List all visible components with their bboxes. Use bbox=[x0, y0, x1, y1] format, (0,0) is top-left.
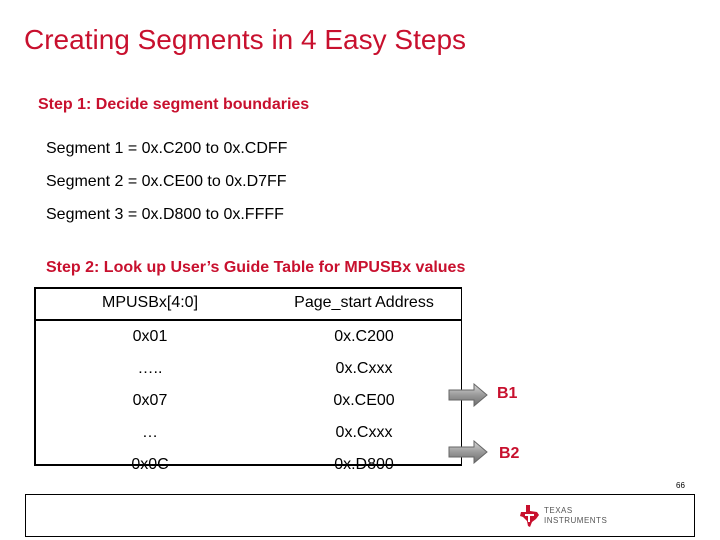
logo-line1: TEXAS bbox=[544, 506, 573, 515]
cell-address: 0x.D800 bbox=[334, 456, 394, 473]
page-number: 66 bbox=[676, 481, 685, 490]
cell-mpusbx: 0x0C bbox=[131, 456, 169, 473]
segment-3-line: Segment 3 = 0x.D800 to 0x.FFFF bbox=[46, 206, 284, 223]
table-row bbox=[34, 320, 462, 353]
logo-line2: INSTRUMENTS bbox=[544, 516, 608, 525]
cell-address: 0x.CE00 bbox=[333, 392, 395, 409]
header-page-start: Page_start Address bbox=[266, 287, 462, 320]
marker-b2: B2 bbox=[499, 445, 520, 462]
cell-address: 0x.Cxxx bbox=[335, 424, 393, 441]
cell-address: 0x.Cxxx bbox=[335, 360, 393, 377]
table-row bbox=[34, 385, 462, 417]
slide-title: Creating Segments in 4 Easy Steps bbox=[24, 24, 467, 55]
header-mpusbx: MPUSBx[4:0] bbox=[34, 287, 266, 320]
cell-mpusbx: ….. bbox=[137, 360, 163, 377]
texas-state-icon bbox=[520, 505, 540, 527]
arrow-right-icon bbox=[448, 383, 488, 407]
table-row bbox=[34, 449, 462, 481]
cell-mpusbx: 0x07 bbox=[132, 392, 168, 409]
segment-1-line: Segment 1 = 0x.C200 to 0x.CDFF bbox=[46, 140, 288, 157]
table-row bbox=[34, 417, 462, 449]
ti-logo bbox=[520, 503, 620, 529]
cell-mpusbx: … bbox=[142, 424, 158, 441]
step2-heading: Step 2: Look up User’s Guide Table for MPUSBx values bbox=[46, 259, 466, 276]
arrow-right-icon bbox=[448, 440, 488, 464]
step1-heading: Step 1: Decide segment boundaries bbox=[38, 96, 310, 113]
marker-b1: B1 bbox=[497, 385, 518, 402]
table-header-row bbox=[34, 287, 462, 320]
mpusbx-table bbox=[34, 287, 462, 481]
table-row bbox=[34, 353, 462, 385]
cell-mpusbx: 0x01 bbox=[132, 328, 168, 345]
cell-address: 0x.C200 bbox=[334, 328, 394, 345]
segment-2-line: Segment 2 = 0x.CE00 to 0x.D7FF bbox=[46, 173, 287, 190]
